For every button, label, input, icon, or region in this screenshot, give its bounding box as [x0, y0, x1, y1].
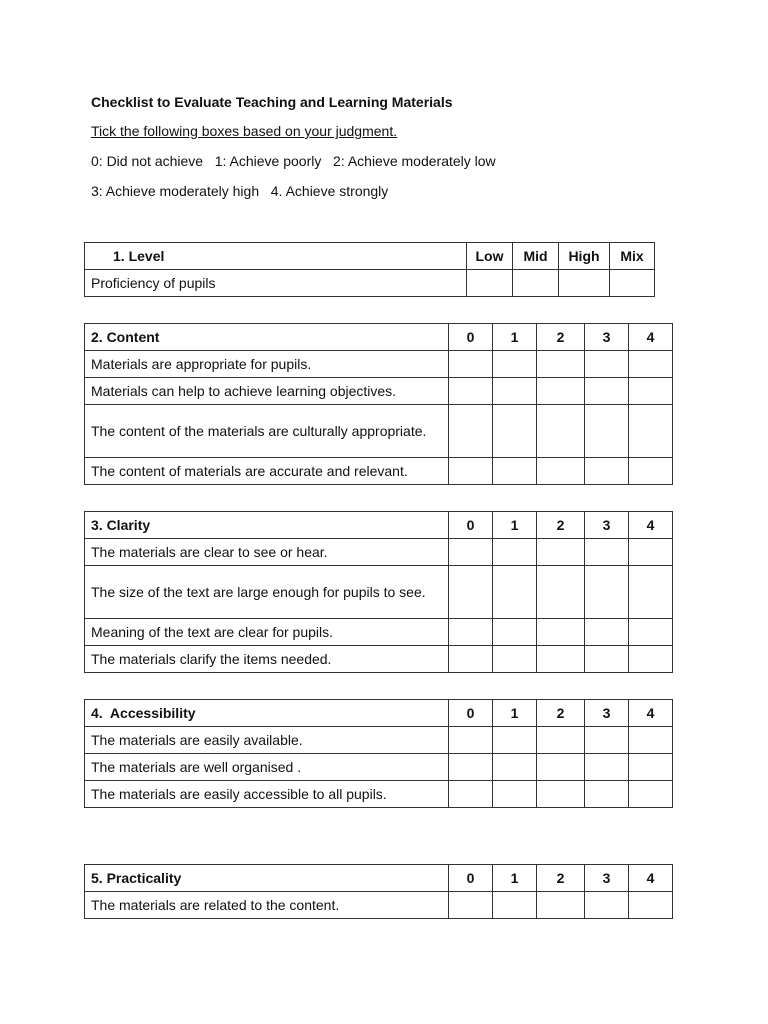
criterion-label: Materials are appropriate for pupils. — [85, 351, 449, 378]
column-header: 3 — [585, 324, 629, 351]
column-header: 1 — [493, 512, 537, 539]
table-row — [85, 351, 673, 378]
column-header: 4 — [629, 324, 673, 351]
column-header: 2 — [537, 324, 585, 351]
column-header: 1 — [493, 865, 537, 892]
tick-box[interactable] — [449, 646, 493, 673]
tick-box[interactable] — [585, 727, 629, 754]
tick-box[interactable] — [629, 458, 673, 485]
tick-box[interactable] — [449, 566, 493, 619]
tick-box[interactable] — [537, 619, 585, 646]
document-title: Checklist to Evaluate Teaching and Learning Materials — [91, 94, 453, 110]
table-header-row — [85, 512, 673, 539]
tick-box[interactable] — [537, 351, 585, 378]
tick-box[interactable] — [537, 458, 585, 485]
column-header: 0 — [449, 512, 493, 539]
column-header: 3 — [585, 865, 629, 892]
criterion-label: Meaning of the text are clear for pupils. — [85, 619, 449, 646]
criterion-label: The materials are easily accessible to all pupils. — [85, 781, 449, 808]
table-row — [85, 727, 673, 754]
column-header: 0 — [449, 324, 493, 351]
scale-legend-line-2: 3: Achieve moderately high 4. Achieve strongly — [91, 183, 389, 199]
criterion-label: The materials are well organised . — [85, 754, 449, 781]
tick-box[interactable] — [449, 619, 493, 646]
tick-box[interactable] — [449, 781, 493, 808]
tick-box[interactable] — [449, 754, 493, 781]
column-header: 0 — [449, 865, 493, 892]
column-header: Mid — [513, 243, 559, 270]
tick-box[interactable] — [493, 566, 537, 619]
tick-box[interactable] — [537, 405, 585, 458]
tick-box[interactable] — [585, 539, 629, 566]
criterion-label: The content of materials are accurate and relevant. — [85, 458, 449, 485]
tick-box[interactable] — [629, 619, 673, 646]
criterion-label: The size of the text are large enough for pupils to see. — [85, 566, 449, 619]
tick-box[interactable] — [449, 892, 493, 919]
tick-box[interactable] — [493, 458, 537, 485]
section-heading: 1. Level — [85, 243, 467, 270]
tick-box[interactable] — [629, 754, 673, 781]
column-header: 0 — [449, 700, 493, 727]
instruction-text: Tick the following boxes based on your judgment. — [91, 123, 398, 139]
section-heading: 3. Clarity — [85, 512, 449, 539]
criterion-label: The materials are easily available. — [85, 727, 449, 754]
criterion-label: The materials are clear to see or hear. — [85, 539, 449, 566]
level-table — [84, 242, 655, 297]
section-heading: 5. Practicality — [85, 865, 449, 892]
tick-box[interactable] — [537, 539, 585, 566]
column-header: 4 — [629, 865, 673, 892]
tick-box[interactable] — [585, 405, 629, 458]
column-header: 2 — [537, 512, 585, 539]
tick-box[interactable] — [585, 892, 629, 919]
table-row — [85, 378, 673, 405]
tick-box[interactable] — [467, 270, 513, 297]
tick-box[interactable] — [537, 378, 585, 405]
tick-box[interactable] — [537, 781, 585, 808]
tick-box[interactable] — [585, 378, 629, 405]
tick-box[interactable] — [629, 646, 673, 673]
tick-box[interactable] — [629, 727, 673, 754]
section-heading: 4. Accessibility — [85, 700, 449, 727]
tick-box[interactable] — [449, 351, 493, 378]
tick-box[interactable] — [629, 405, 673, 458]
content-table — [84, 323, 673, 485]
tick-box[interactable] — [629, 892, 673, 919]
table-row — [85, 458, 673, 485]
table-row — [85, 566, 673, 619]
column-header: 2 — [537, 700, 585, 727]
table-row — [85, 754, 673, 781]
table-header-row — [85, 324, 673, 351]
criterion-label: The materials are related to the content. — [85, 892, 449, 919]
tick-box[interactable] — [585, 619, 629, 646]
tick-box[interactable] — [585, 754, 629, 781]
criterion-label: The content of the materials are culturally appropriate. — [85, 405, 449, 458]
table-row — [85, 781, 673, 808]
column-header: High — [559, 243, 610, 270]
tick-box[interactable] — [493, 351, 537, 378]
tick-box[interactable] — [493, 619, 537, 646]
tick-box[interactable] — [493, 754, 537, 781]
tick-box[interactable] — [493, 727, 537, 754]
column-header: 1 — [493, 700, 537, 727]
tick-box[interactable] — [449, 727, 493, 754]
practicality-table — [84, 864, 673, 919]
tick-box[interactable] — [629, 539, 673, 566]
table-row — [85, 619, 673, 646]
table-header-row — [85, 243, 655, 270]
table-header-row — [85, 865, 673, 892]
table-row — [85, 405, 673, 458]
tick-box[interactable] — [585, 646, 629, 673]
tick-box[interactable] — [493, 892, 537, 919]
tick-box[interactable] — [493, 781, 537, 808]
tick-box[interactable] — [513, 270, 559, 297]
tick-box[interactable] — [449, 378, 493, 405]
tick-box[interactable] — [537, 892, 585, 919]
column-header: 4 — [629, 512, 673, 539]
tick-box[interactable] — [537, 727, 585, 754]
column-header: Low — [467, 243, 513, 270]
tick-box[interactable] — [537, 566, 585, 619]
tick-box[interactable] — [537, 754, 585, 781]
tick-box[interactable] — [585, 566, 629, 619]
tick-box[interactable] — [629, 351, 673, 378]
column-header: 1 — [493, 324, 537, 351]
table-row — [85, 892, 673, 919]
table-row — [85, 270, 655, 297]
column-header: 3 — [585, 512, 629, 539]
tick-box[interactable] — [449, 458, 493, 485]
accessibility-table — [84, 699, 673, 808]
criterion-label: The materials clarify the items needed. — [85, 646, 449, 673]
column-header: 3 — [585, 700, 629, 727]
tick-box[interactable] — [629, 781, 673, 808]
tick-box[interactable] — [493, 646, 537, 673]
tick-box[interactable] — [493, 405, 537, 458]
tick-box[interactable] — [585, 781, 629, 808]
tick-box[interactable] — [585, 351, 629, 378]
tick-box[interactable] — [493, 539, 537, 566]
tick-box[interactable] — [449, 539, 493, 566]
tick-box[interactable] — [629, 378, 673, 405]
column-header: Mix — [610, 243, 655, 270]
column-header: 4 — [629, 700, 673, 727]
clarity-table — [84, 511, 673, 673]
table-header-row — [85, 700, 673, 727]
table-row — [85, 646, 673, 673]
table-row — [85, 539, 673, 566]
section-heading: 2. Content — [85, 324, 449, 351]
criterion-label: Materials can help to achieve learning objectives. — [85, 378, 449, 405]
tick-box[interactable] — [629, 566, 673, 619]
tick-box[interactable] — [585, 458, 629, 485]
tick-box[interactable] — [537, 646, 585, 673]
tick-box[interactable] — [493, 378, 537, 405]
criterion-label: Proficiency of pupils — [85, 270, 467, 297]
tick-box[interactable] — [559, 270, 610, 297]
tick-box[interactable] — [610, 270, 655, 297]
tick-box[interactable] — [449, 405, 493, 458]
scale-legend-line-1: 0: Did not achieve 1: Achieve poorly 2: Achieve moderately low — [91, 153, 496, 169]
column-header: 2 — [537, 865, 585, 892]
